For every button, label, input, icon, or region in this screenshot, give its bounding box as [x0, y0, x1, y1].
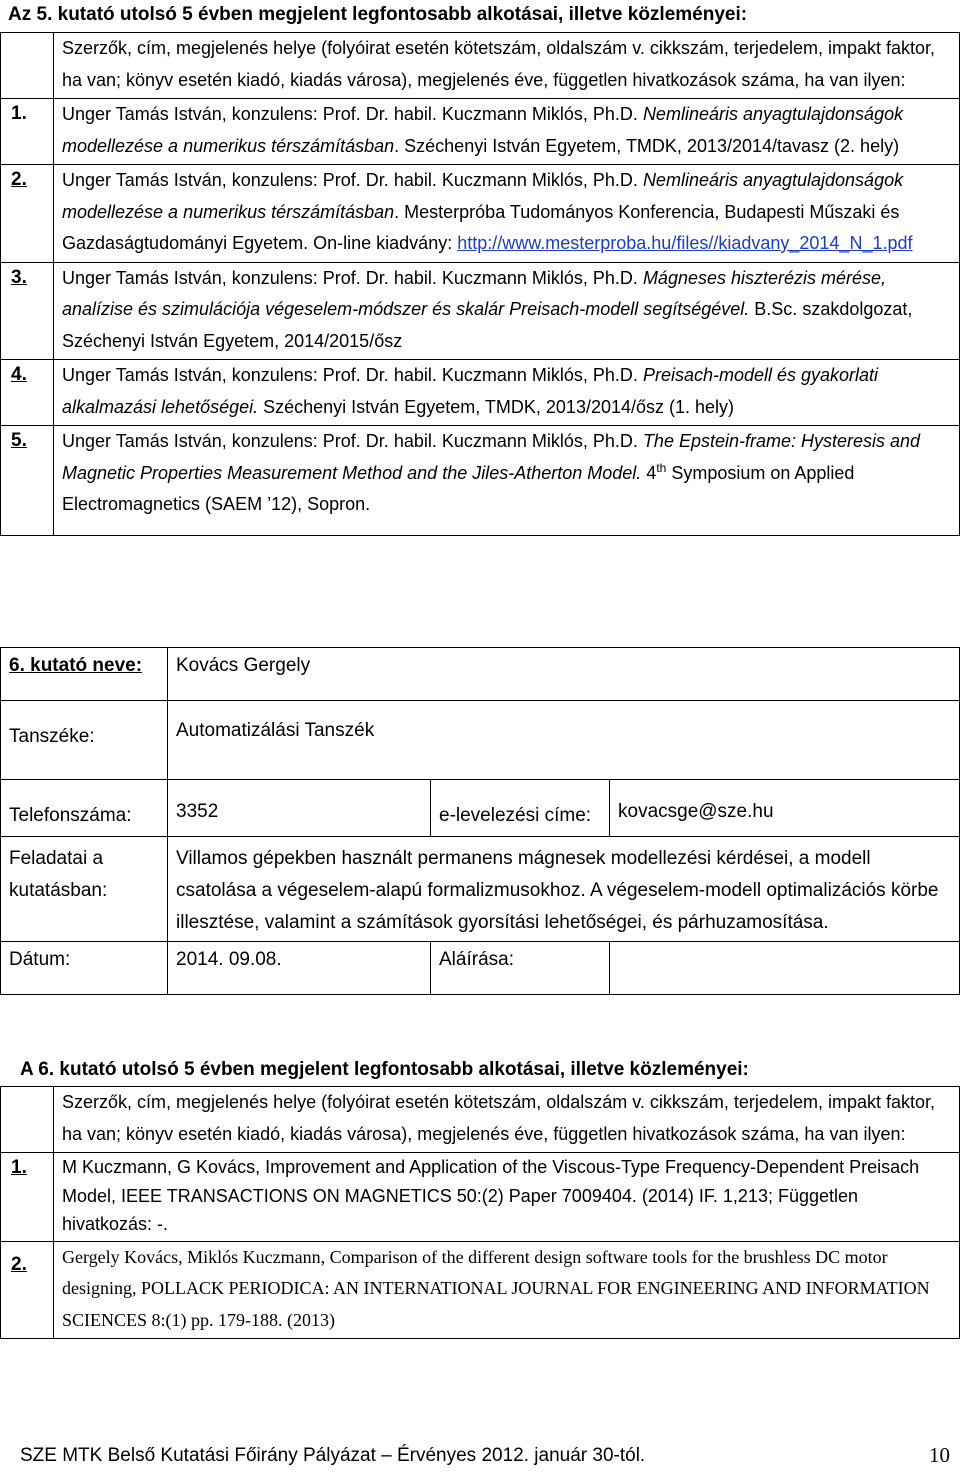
pub-authors: Unger Tamás István, konzulens: Prof. Dr. habil. Kuczmann Miklós, Ph.D. [62, 170, 638, 190]
phone-label: Telefonszáma: [1, 780, 168, 837]
researcher-tasks: Villamos gépekben használt permanens mágnesek modellezési kérdései, a modell csatolása a végeselem-alapú formalizmusokhoz. A végeselem-modell optimalizációs körbe illesztése, valamint a számítások gyorsítási lehetőségei, és párhuzamosítása. [168, 837, 960, 942]
pub-details: . Széchenyi István Egyetem, TMDK, 2013/2014/tavasz (2. hely) [394, 135, 900, 156]
researcher6-info-table [0, 647, 960, 995]
table-row [1, 1153, 960, 1242]
sign-label: Aláírása: [431, 942, 610, 995]
pub-link[interactable]: http://www.mesterproba.hu/files//kiadvany_2014_N_1.pdf [457, 233, 913, 253]
publication-entry: Gergely Kovács, Miklós Kuczmann, Comparison of the different design software tools for the brushless DC motor designing, POLLACK PERIODICA: AN INTERNATIONAL JOURNAL FOR ENGINEERING AND INFORMATION SCIENCES 8:(1) pp. 179-188. (2013) [54, 1241, 960, 1339]
pub-title: The Epstein-frame: Hysteresis and Magnetic Properties Measurement Method and the Jiles-Atherton Model. [62, 431, 921, 483]
signature-field[interactable] [610, 942, 960, 995]
section5-publications-table [0, 32, 960, 536]
item-number: 1. [1, 99, 54, 165]
researcher-name: Kovács Gergely [168, 648, 960, 701]
section5-header: Szerzők, cím, megjelenés helye (folyóirat esetén kötetszám, oldalszám v. cikkszám, terjedelem, impakt faktor, ha van; könyv esetén kiadó, kiadás városa), megjelenés éve, független hivatkozások száma, ha van ilyen: [54, 33, 960, 99]
table-row [1, 33, 960, 99]
researcher-dept: Automatizálási Tanszék [168, 701, 960, 780]
table-row [1, 942, 960, 995]
pub-authors: Unger Tamás István, konzulens: Prof. Dr. habil. Kuczmann Miklós, Ph.D. [62, 365, 638, 385]
table-row [1, 1241, 960, 1339]
item-number: 3. [1, 262, 54, 360]
pub-title: Nemlineáris anyagtulajdonságok modellezése a numerikus térszámításban [62, 170, 904, 222]
tasks-label: Feladatai a kutatásban: [1, 837, 168, 942]
section5-title: Az 5. kutató utolsó 5 évben megjelent legfontosabb alkotásai, illetve közleményei: [8, 4, 748, 25]
page-number: 10 [929, 1443, 950, 1467]
table-row [1, 99, 960, 165]
section6-header: Szerzők, cím, megjelenés helye (folyóirat esetén kötetszám, oldalszám v. cikkszám, terjedelem, impakt faktor, ha van; könyv esetén kiadó, kiadás városa), megjelenés éve, független hivatkozások száma, ha van ilyen: [54, 1087, 960, 1153]
table-row [1, 648, 960, 701]
header-number-cell [1, 1087, 54, 1153]
item-number: 5. [1, 426, 54, 536]
footer-text: SZE MTK Belső Kutatási Főirány Pályázat – Érvényes 2012. január 30-tól. [20, 1445, 646, 1466]
table-row [1, 837, 960, 942]
publication-entry: M Kuczmann, G Kovács, Improvement and Application of the Viscous-Type Frequency-Dependent Preisach Model, IEEE TRANSACTIONS ON MAGNETICS 50:(2) Paper 7009404. (2014) IF. 1,213; Független hivatkozás: -. [54, 1153, 960, 1242]
publication-entry [54, 360, 960, 426]
pub-title: Nemlineáris anyagtulajdonságok modellezése a numerikus térszámításban [62, 104, 904, 156]
publication-entry [54, 426, 960, 536]
publication-entry [54, 99, 960, 165]
section6-title: A 6. kutató utolsó 5 évben megjelent legfontosabb alkotásai, illetve közleményei: [20, 1059, 749, 1080]
pub-authors: Unger Tamás István, konzulens: Prof. Dr. habil. Kuczmann Miklós, Ph.D. [62, 267, 638, 288]
table-row [1, 262, 960, 360]
pub-title: Mágneses hiszterézis mérése, analízise és szimulációja végeselem-módszer és skalár Preisach-modell segítségével. [62, 267, 887, 319]
pub-details: B.Sc. szakdolgozat, Széchenyi István Egyetem, 2014/2015/ősz [62, 299, 913, 351]
researcher-email[interactable]: kovacsge@sze.hu [610, 780, 960, 837]
table-row [1, 426, 960, 536]
pub-details: Symposium on Applied Electromagnetics (SAEM ’12), Sopron. [62, 462, 855, 514]
pub-authors: Unger Tamás István, konzulens: Prof. Dr. habil. Kuczmann Miklós, Ph.D. [62, 104, 638, 124]
item-number: 2. [1, 1241, 54, 1339]
item-number: 2. [1, 165, 54, 263]
header-number-cell [1, 33, 54, 99]
dept-label: Tanszéke: [1, 701, 168, 780]
pub-details-pre: 4 [641, 462, 657, 483]
table-row [1, 165, 960, 263]
item-number: 1. [1, 1153, 54, 1242]
date-label: Dátum: [1, 942, 168, 995]
pub-details: Széchenyi István Egyetem, TMDK, 2013/2014/ősz (1. hely) [258, 396, 735, 417]
table-row [1, 701, 960, 780]
item-number: 4. [1, 360, 54, 426]
pub-details: . Mesterpróba Tudományos Konferencia, Budapesti Műszaki és Gazdaságtudományi Egyetem. On-line kiadvány: [62, 201, 900, 253]
pub-authors: Unger Tamás István, konzulens: Prof. Dr. habil. Kuczmann Miklós, Ph.D. [62, 431, 638, 451]
pub-title: Preisach-modell és gyakorlati alkalmazási lehetőségei. [62, 365, 879, 417]
name-label-cell [1, 648, 168, 701]
researcher-date: 2014. 09.08. [168, 942, 431, 995]
table-row [1, 780, 960, 837]
table-row [1, 1087, 960, 1153]
publication-entry [54, 165, 960, 263]
table-row [1, 360, 960, 426]
email-label: e-levelezési címe: [431, 780, 610, 837]
name-label: 6. kutató neve: [9, 655, 143, 676]
publication-entry [54, 262, 960, 360]
section6-publications-table [0, 1086, 960, 1339]
researcher-phone: 3352 [168, 780, 431, 837]
pub-superscript: th [656, 460, 667, 475]
